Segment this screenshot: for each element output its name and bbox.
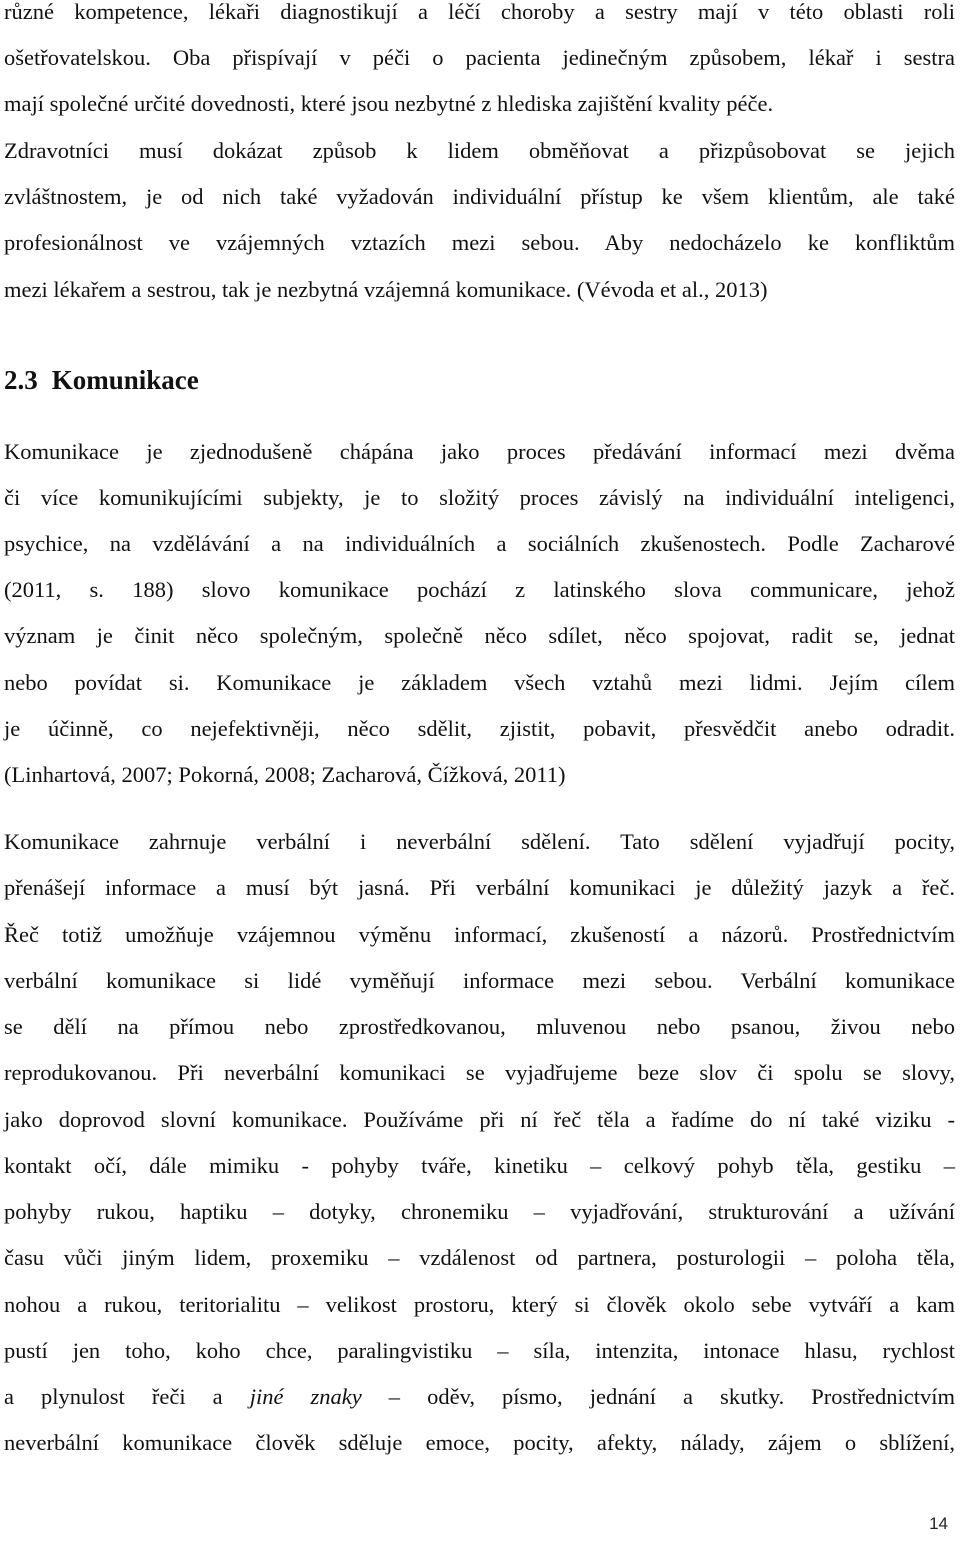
text-line: Komunikace zahrnuje verbální i neverbální sdělení. Tato sdělení vyjadřují pocity, xyxy=(4,829,955,854)
text-line: kontakt očí, dále mimiku - pohyby tváře, kinetiku – celkový pohyb těla, gestiku – xyxy=(4,1153,955,1178)
text-line: nebo povídat si. Komunikace je základem všech vztahů mezi lidmi. Jejím cílem xyxy=(4,670,955,695)
page-number: 14 xyxy=(929,1514,948,1533)
section-title: Komunikace xyxy=(51,365,199,395)
text-line: Řeč totiž umožňuje vzájemnou výměnu informací, zkušeností a názorů. Prostřednictvím xyxy=(4,922,955,947)
text-line: Zdravotníci musí dokázat způsob k lidem obměňovat a přizpůsobovat se jejich xyxy=(4,138,955,163)
text-line: (2011, s. 188) slovo komunikace pochází z latinského slova communicare, jehož xyxy=(4,577,955,602)
text-line: zvláštnostem, je od nich také vyžadován individuální přístup ke všem klientům, ale také xyxy=(4,184,955,209)
text-segment: – oděv, písmo, jednání a skutky. Prostřednictvím xyxy=(388,1384,956,1409)
text-line: ošetřovatelskou. Oba přispívají v péči o pacienta jedinečným způsobem, lékař i sestra xyxy=(4,45,955,70)
section-number: 2.3 xyxy=(4,365,38,395)
text-line: psychice, na vzdělávání a na individuálních a sociálních zkušenostech. Podle Zacharové xyxy=(4,531,955,556)
italic-term: jiné znaky xyxy=(249,1384,362,1409)
text-line-emphasis xyxy=(4,1382,955,1412)
text-line: či více komunikujícími subjekty, je to složitý proces závislý na individuální inteligenci, xyxy=(4,485,955,510)
section-heading xyxy=(4,362,199,398)
text-line: pustí jen toho, koho chce, paralingvistiku – síla, intenzita, intonace hlasu, rychlost xyxy=(4,1338,955,1363)
text-line: je účinně, co nejefektivněji, něco sdělit, zjistit, pobavit, přesvědčit anebo odradit. xyxy=(4,716,955,741)
text-line: profesionálnost ve vzájemných vztazích mezi sebou. Aby nedocházelo ke konfliktům xyxy=(4,230,955,255)
text-line: času vůči jiným lidem, proxemiku – vzdálenost od partnera, posturologii – poloha těla, xyxy=(4,1245,955,1270)
text-line: Komunikace je zjednodušeně chápána jako proces předávání informací mezi dvěma xyxy=(4,439,955,464)
text-line: mezi lékařem a sestrou, tak je nezbytná vzájemná komunikace. (Vévoda et al., 2013) xyxy=(4,277,768,302)
text-line: reprodukovanou. Při neverbální komunikaci se vyjadřujeme beze slov či spolu se slovy, xyxy=(4,1060,955,1085)
text-line: neverbální komunikace člověk sděluje emoce, pocity, afekty, nálady, zájem o sblížení, xyxy=(4,1430,955,1455)
text-line: přenášejí informace a musí být jasná. Při verbální komunikaci je důležitý jazyk a řeč. xyxy=(4,875,955,900)
text-line: jako doprovod slovní komunikace. Používáme při ní řeč těla a řadíme do ní také viziku - xyxy=(4,1107,955,1132)
text-line: různé kompetence, lékaři diagnostikují a léčí choroby a sestry mají v této oblasti roli xyxy=(4,0,955,24)
text-segment: a plynulost řeči a xyxy=(4,1384,223,1409)
text-line: se dělí na přímou nebo zprostředkovanou, mluvenou nebo psanou, živou nebo xyxy=(4,1014,955,1039)
text-line: nohou a rukou, teritorialitu – velikost prostoru, který si člověk okolo sebe vytváří a kam xyxy=(4,1292,955,1317)
text-line: mají společné určité dovednosti, které jsou nezbytné z hlediska zajištění kvality péče. xyxy=(4,91,774,116)
text-line: verbální komunikace si lidé vyměňují informace mezi sebou. Verbální komunikace xyxy=(4,968,955,993)
text-line: význam je činit něco společným, společně něco sdílet, něco spojovat, radit se, jednat xyxy=(4,623,955,648)
text-line: pohyby rukou, haptiku – dotyky, chronemiku – vyjadřování, strukturování a užívání xyxy=(4,1199,955,1224)
text-line: (Linhartová, 2007; Pokorná, 2008; Zacharová, Čížková, 2011) xyxy=(4,762,566,787)
